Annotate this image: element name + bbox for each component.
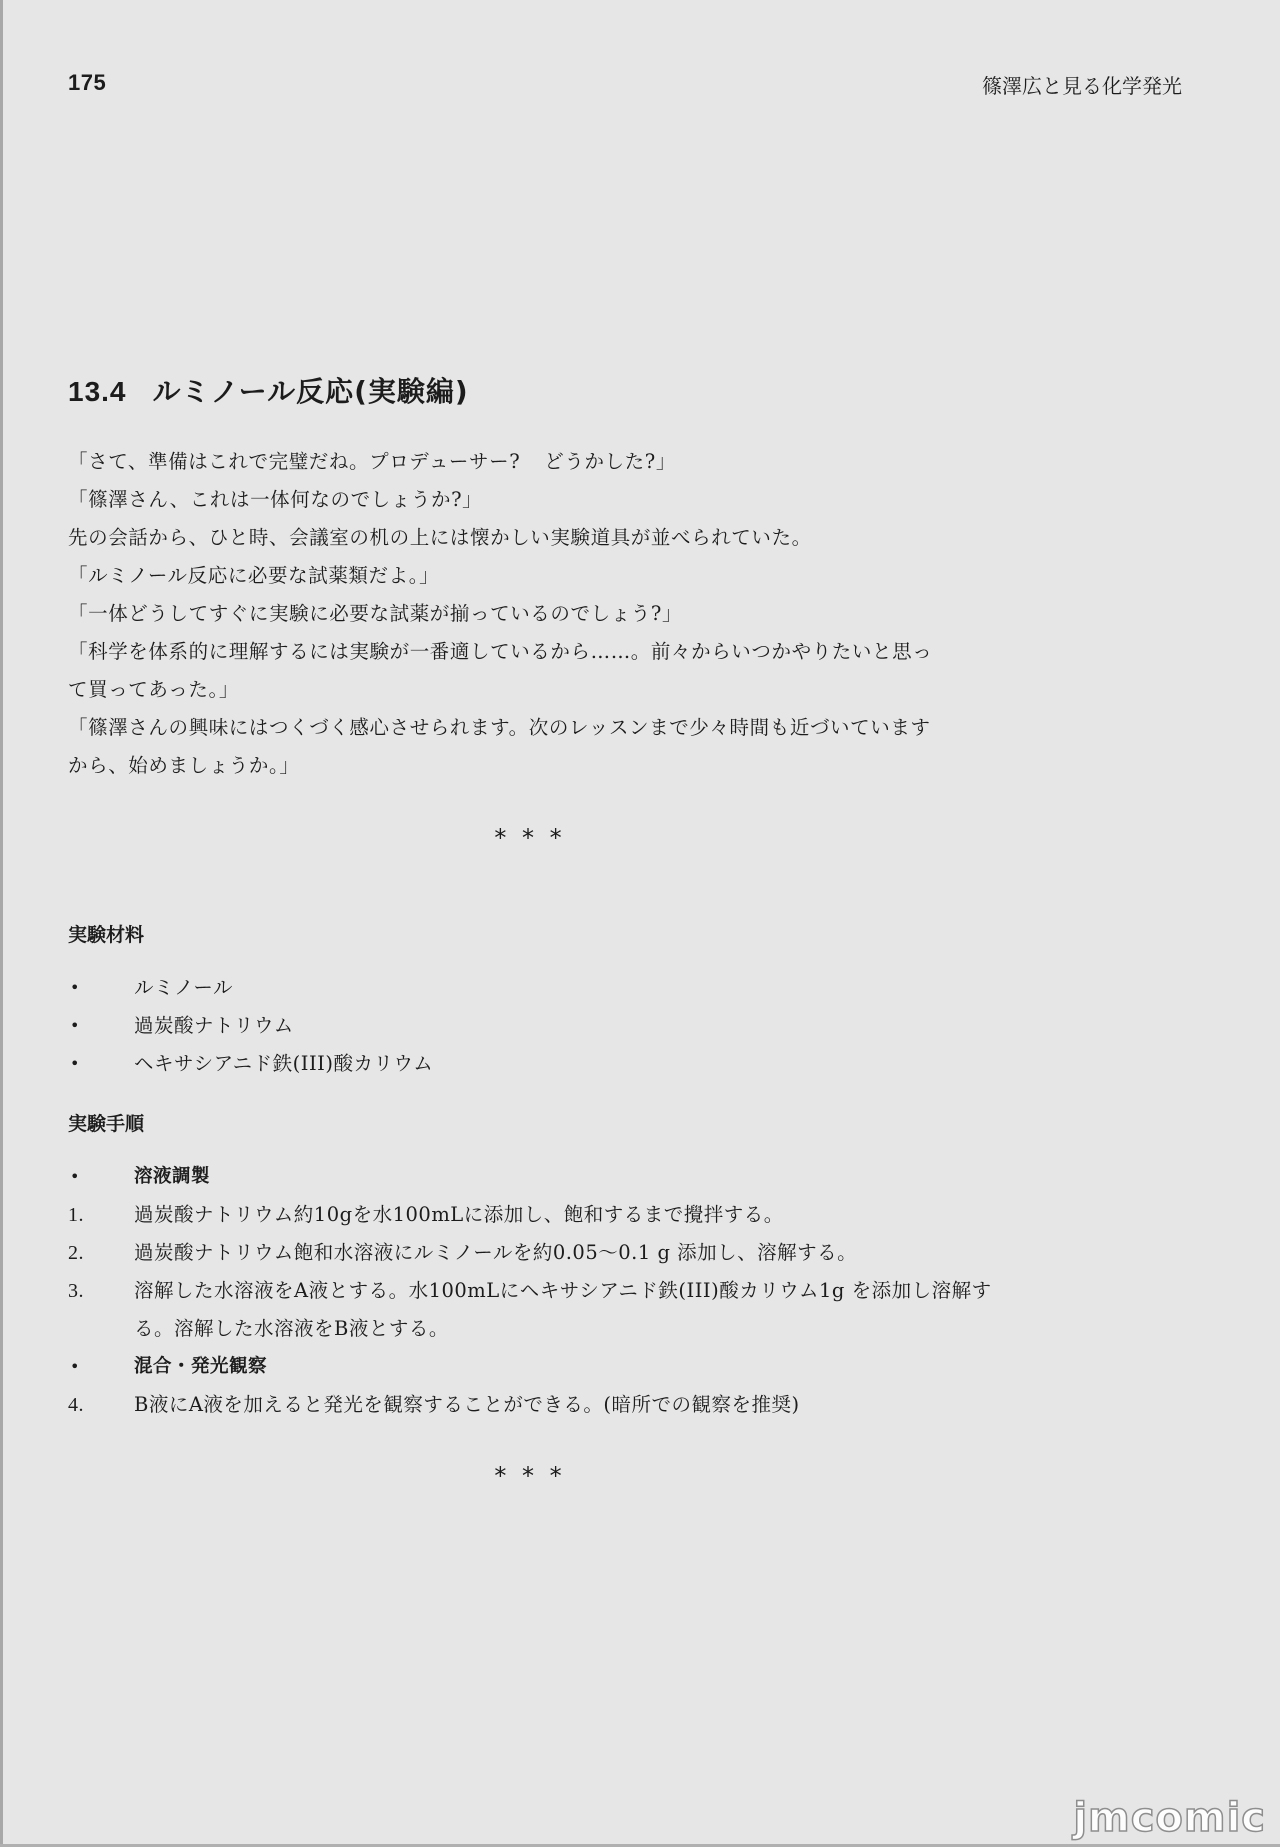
running-header: 篠澤広と見る化学発光 (982, 74, 1182, 98)
bullet-icon: • (70, 978, 80, 997)
bullet-icon: • (70, 1054, 80, 1073)
page-edge (0, 0, 3, 1847)
section-heading (68, 370, 469, 410)
section-separator: * * * (494, 1462, 566, 1490)
step-text: 溶解した水溶液をA液とする。水100mLにヘキサシアニド鉄(III)酸カリウム1g を添加し溶解する。溶解した水溶液をB液とする。 (134, 1279, 992, 1340)
procedure-list (68, 1158, 1028, 1424)
procedure-step (68, 1272, 1028, 1348)
dialogue-line: から、始めましょうか。」 (68, 754, 300, 777)
dialogue-line: 「ルミノール反応に必要な試薬類だよ。」 (68, 564, 440, 587)
section-title: ルミノール反応(実験編) (152, 375, 469, 408)
dialogue-line: 「篠澤さん、これは一体何なのでしょうか?」 (68, 488, 483, 511)
list-item (68, 1007, 1028, 1045)
bullet-icon: • (70, 1167, 80, 1186)
material-text: ルミノール (134, 976, 234, 999)
bullet-icon: • (70, 1016, 80, 1035)
list-item (68, 1045, 1028, 1083)
dialogue-line: 先の会話から、ひと時、会議室の机の上には懐かしい実験道具が並べられていた。 (68, 526, 812, 549)
step-number: 4. (68, 1394, 84, 1416)
dialogue-line (68, 443, 1008, 481)
step-number: 3. (68, 1280, 84, 1302)
dialogue-line: 「篠澤さんの興味にはつくづく感心させられます。次のレッスンまで少々時間も近づいています (68, 716, 931, 739)
step-number: 2. (68, 1242, 84, 1264)
dialogue-text: 「さて、準備はこれで完璧だね。プロデューサー? (68, 450, 521, 473)
step-text: B液にA液を加えると発光を観察することができる。(暗所での観察を推奨) (134, 1393, 800, 1416)
materials-list (68, 969, 1028, 1083)
material-text: 過炭酸ナトリウム (134, 1014, 294, 1037)
group-label: 溶液調製 (134, 1166, 211, 1187)
bullet-icon: • (70, 1357, 80, 1376)
page-number: 175 (68, 70, 107, 95)
list-item (68, 969, 1028, 1007)
watermark-logo: jmcomic (1073, 1795, 1266, 1841)
materials-heading: 実験材料 (68, 924, 145, 946)
group-label: 混合・発光観察 (134, 1356, 268, 1377)
dialogue-text: どうかした?」 (544, 450, 676, 473)
procedure-step (68, 1234, 1028, 1272)
dialogue-line: 「一体どうしてすぐに実験に必要な試薬が揃っているのでしょう?」 (68, 602, 683, 625)
step-number: 1. (68, 1204, 84, 1226)
procedure-heading: 実験手順 (68, 1113, 145, 1135)
procedure-group (68, 1158, 1028, 1196)
procedure-step (68, 1196, 1028, 1234)
section-separator: * * * (494, 824, 566, 852)
step-text: 過炭酸ナトリウム飽和水溶液にルミノールを約0.05〜0.1 g 添加し、溶解する。 (134, 1241, 858, 1264)
procedure-step (68, 1386, 1028, 1424)
section-number: 13.4 (68, 376, 127, 407)
material-text: ヘキサシアニド鉄(III)酸カリウム (134, 1052, 434, 1075)
dialogue-block (68, 443, 1008, 785)
dialogue-line: て買ってあった。」 (68, 678, 239, 701)
step-text: 過炭酸ナトリウム約10gを水100mLに添加し、飽和するまで攪拌する。 (134, 1203, 784, 1226)
procedure-group (68, 1348, 1028, 1386)
dialogue-line: 「科学を体系的に理解するには実験が一番適しているから……。前々からいつかやりたいと思っ (68, 640, 933, 663)
